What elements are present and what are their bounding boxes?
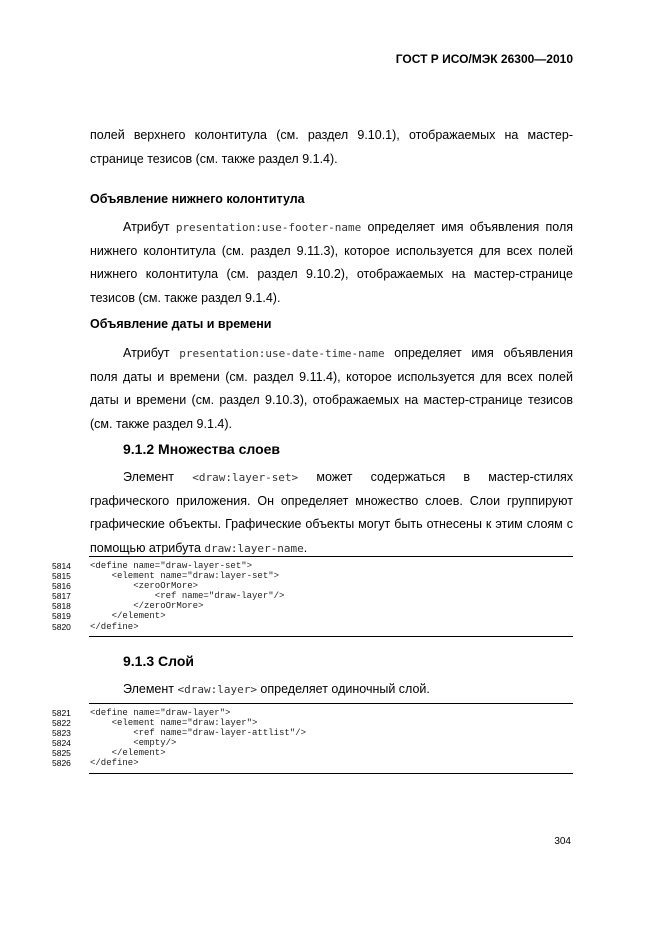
line-number: 5819 [52,611,71,622]
paragraph-text-post: определяет имя объявления поля даты и времени (см. раздел 9.11.4), которое используется для всех полей даты и времени (см. раздел 9.10.3), отображаемых на мастер-странице тезисов (см. также раздел 9.1.4). [90,346,573,431]
element-code: <draw:layer-set> [192,471,299,484]
code-top-rule [89,556,573,557]
element-code: <draw:layer> [177,683,257,696]
code-text: <element name="draw:layer"> [90,718,258,729]
heading-datetime-declaration: Объявление даты и времени [90,317,272,331]
line-number: 5820 [52,621,71,632]
code-line [52,738,572,748]
code-line [52,581,572,591]
code-line [52,622,572,632]
code-top-rule [89,703,573,704]
code-text: <ref name="draw-layer-attlist"/> [90,728,307,739]
code-line [52,561,572,571]
code-text: <define name="draw-layer"> [90,708,231,718]
page-number: 304 [554,836,571,847]
line-number: 5825 [52,748,71,759]
code-line [52,611,572,621]
heading-footer-declaration: Объявление нижнего колонтитула [90,192,305,206]
code-line [52,718,572,728]
section-heading-9-1-3: 9.1.3 Слой [123,653,195,669]
paragraph-text-pre: Атрибут [123,220,176,234]
code-listing-layer [52,703,572,775]
line-number: 5817 [52,591,71,602]
paragraph-text-pre: Атрибут [123,346,180,360]
section-heading-9-1-2: 9.1.2 Множества слоев [123,441,281,457]
code-lines [52,708,572,769]
code-text: <define name="draw-layer-set"> [90,561,253,571]
line-number: 5821 [52,708,71,718]
attribute-code: presentation:use-footer-name [175,221,362,234]
line-number: 5822 [52,718,71,729]
line-number: 5824 [52,738,71,749]
code-text: <ref name="draw-layer"/> [90,591,285,602]
code-line [52,758,572,768]
line-number: 5826 [52,758,71,769]
code-line [52,748,572,758]
code-text: </define> [90,758,139,769]
code-line [52,728,572,738]
code-bottom-rule [89,636,573,637]
code-text: <zeroOrMore> [90,581,199,592]
document-header: ГОСТ Р ИСО/МЭК 26300—2010 [395,52,573,66]
paragraph-text-post: . [303,540,308,555]
paragraph-header-fields [90,124,573,171]
code-text: </zeroOrMore> [90,601,204,612]
paragraph-layer-set [90,466,573,560]
paragraph-text-pre: Элемент [123,470,193,484]
line-number: 5816 [52,581,71,592]
line-number: 5818 [52,601,71,612]
paragraph-layer [90,678,573,702]
line-number: 5823 [52,728,71,739]
code-lines [52,561,572,632]
code-text: <element name="draw:layer-set"> [90,571,280,582]
line-number: 5814 [52,561,71,571]
code-line [52,601,572,611]
code-line [52,571,572,581]
attribute-code: draw:layer-name [204,541,304,555]
line-number: 5815 [52,571,71,582]
code-text: <empty/> [90,738,177,749]
paragraph-datetime-declaration [90,342,573,436]
paragraph-text-post: определяет одиночный слой. [256,682,430,696]
paragraph-text-post: определяет имя объявления поля нижнего колонтитула (см. раздел 9.11.3), которое используется для всех полей нижнего колонтитула (см. раздел 9.10.2), отображаемых на мастер-странице тезисов (см. также раздел 9.1.4). [90,220,574,305]
code-text: </define> [90,621,139,632]
attribute-code: presentation:use-date-time-name [179,347,385,360]
paragraph-text-mid: может содержаться в мастер-стилях графического приложения. Он определяет множество слоев. Слои группируют графические объекты. Графические объекты могут быть отнесены к этим слоям с помощью атрибута [90,470,574,555]
paragraph-text-pre: Элемент [123,682,178,696]
code-line [52,591,572,601]
code-text: </element> [90,748,166,759]
code-line [52,708,572,718]
code-bottom-rule [89,773,573,774]
paragraph-footer-declaration [90,216,573,310]
code-listing-layer-set [52,556,572,638]
code-text: </element> [90,611,166,622]
paragraph-text: полей верхнего колонтитула (см. раздел 9.10.1), отображаемых на мастер-странице тезисов (см. также раздел 9.1.4). [90,128,573,166]
